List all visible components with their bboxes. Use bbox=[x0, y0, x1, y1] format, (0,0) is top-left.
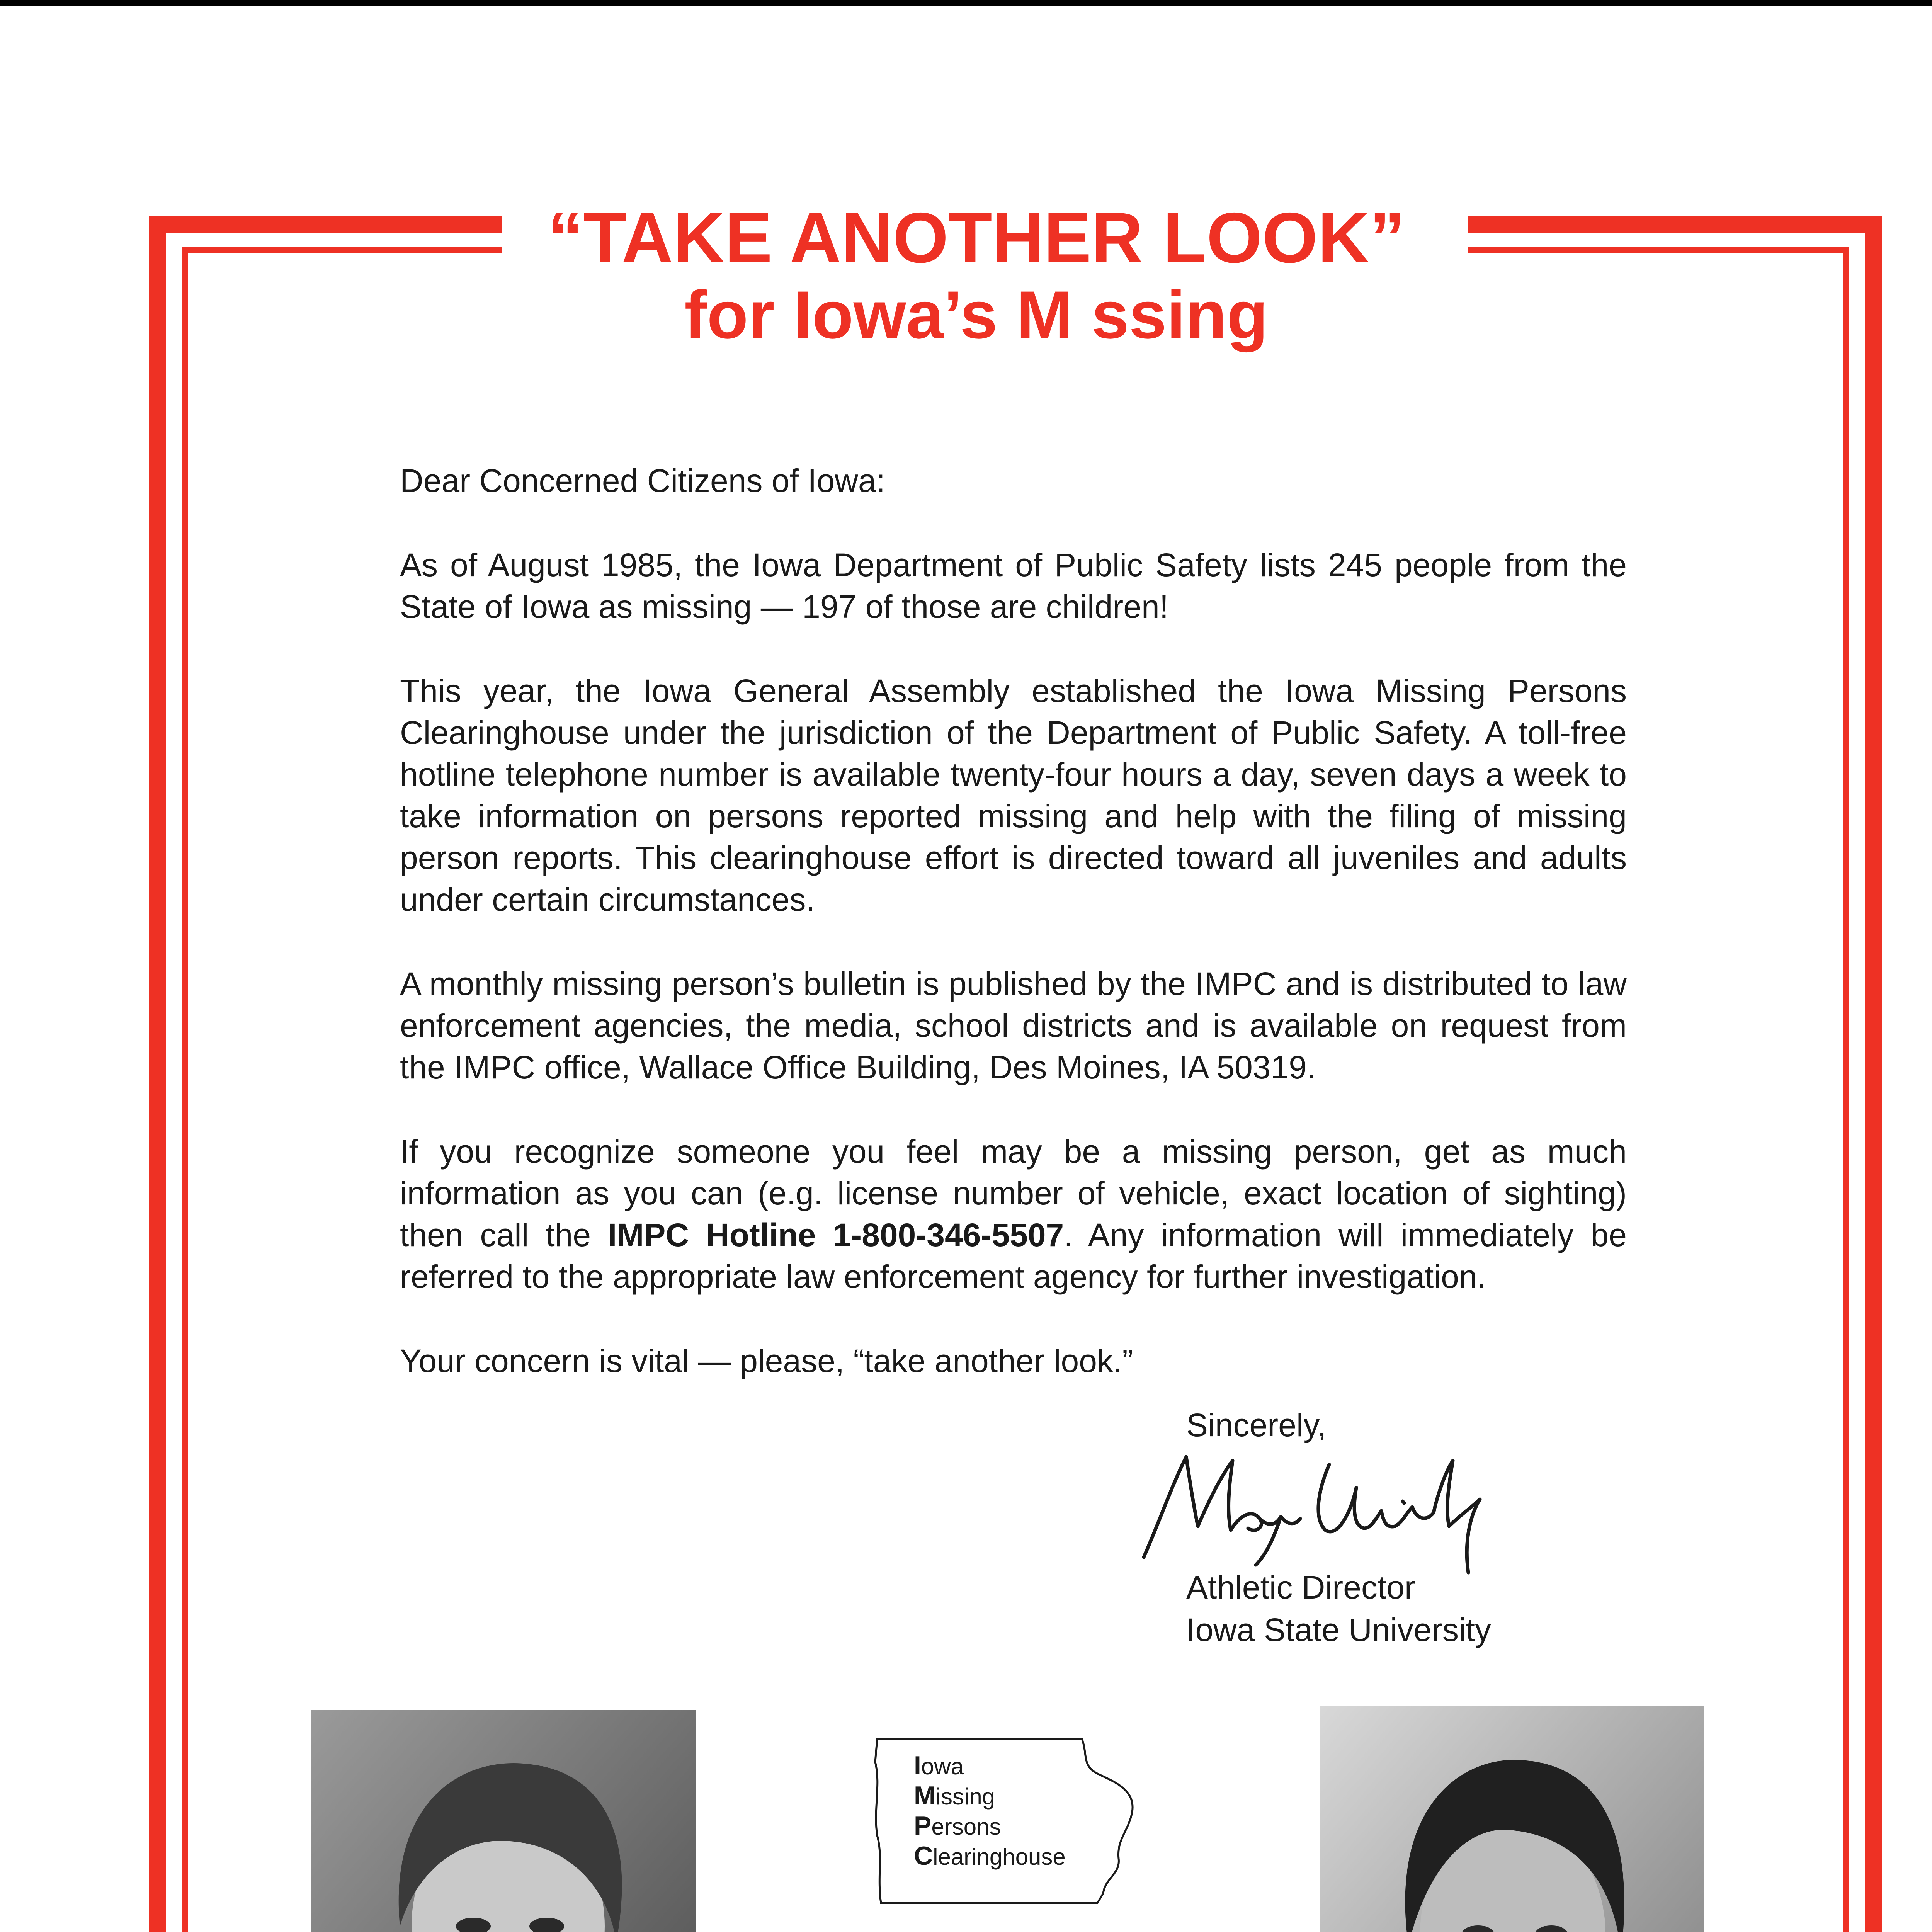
paragraph-hotline-text: If you recognize someone you feel may be a missing person, get as much information as you can (e.g. license number of vehicle, exact location of sighting) then call the bbox=[400, 1133, 1627, 1253]
logo-initial-p: P bbox=[914, 1811, 932, 1840]
logo-line-clearinghouse bbox=[914, 1841, 1066, 1872]
paragraph-hotline bbox=[400, 1131, 1627, 1298]
signer-org: Iowa State University bbox=[1186, 1612, 1491, 1648]
paragraph-statistics: As of August 1985, the Iowa Department of Public Safety lists 245 people from the State of Iowa as missing — 197 of those are children! bbox=[400, 547, 1627, 625]
photo-john-gosch bbox=[311, 1710, 696, 1932]
logo-word-iowa: owa bbox=[921, 1753, 964, 1779]
closing: Sincerely, bbox=[1186, 1407, 1327, 1443]
portrait-image bbox=[1320, 1706, 1704, 1932]
paragraph-hotline-text-end: . Any information will immediately be referred to the appropriate law enforcement agency for further investigation. bbox=[400, 1217, 1627, 1295]
logo-initial-i: I bbox=[914, 1751, 921, 1780]
logo-word-missing: issing bbox=[935, 1784, 995, 1810]
top-scan-edge bbox=[0, 0, 1932, 6]
salutation: Dear Concerned Citizens of Iowa: bbox=[400, 463, 885, 499]
paragraph-concern: Your concern is vital — please, “take another look.” bbox=[400, 1343, 1133, 1379]
letter-body bbox=[400, 460, 1627, 1424]
logo-line-missing bbox=[914, 1781, 995, 1812]
subheadline: for Iowa’s M ssing bbox=[684, 277, 1268, 353]
paragraph-clearinghouse: This year, the Iowa General Assembly established the Iowa Missing Persons Clearinghouse under the jurisdiction of the Department of Public Safety. A toll-free hotline telephone number is available twenty-four hours a day, seven days a week to take information on persons reported missing and help with the filing of missing person reports. This clearinghouse effort is directed toward all juveniles and adults under certain circumstances. bbox=[400, 673, 1627, 918]
signature bbox=[1128, 1430, 1495, 1577]
iowa-map-logo bbox=[866, 1731, 1144, 1909]
portrait-image bbox=[311, 1710, 696, 1932]
logo-initial-m: M bbox=[914, 1781, 936, 1810]
logo-initial-c: C bbox=[914, 1841, 933, 1871]
paragraph-bulletin: A monthly missing person’s bulletin is published by the IMPC and is distributed to law enforcement agencies, the media, school districts and is available on request from the IMPC office, Wallace Office Building, Des Moines, IA 50319. bbox=[400, 966, 1627, 1085]
headline: “TAKE ANOTHER LOOK” bbox=[547, 198, 1405, 278]
photo-eugene-martin bbox=[1320, 1706, 1704, 1932]
logo-word-clearinghouse: learinghouse bbox=[933, 1844, 1066, 1870]
logo-line-iowa bbox=[914, 1750, 964, 1782]
logo-word-persons: ersons bbox=[931, 1814, 1001, 1840]
logo-line-persons bbox=[914, 1811, 1001, 1842]
hotline-inline: IMPC Hotline 1-800-346-5507 bbox=[608, 1217, 1064, 1253]
signer-title: Athletic Director bbox=[1186, 1569, 1415, 1605]
